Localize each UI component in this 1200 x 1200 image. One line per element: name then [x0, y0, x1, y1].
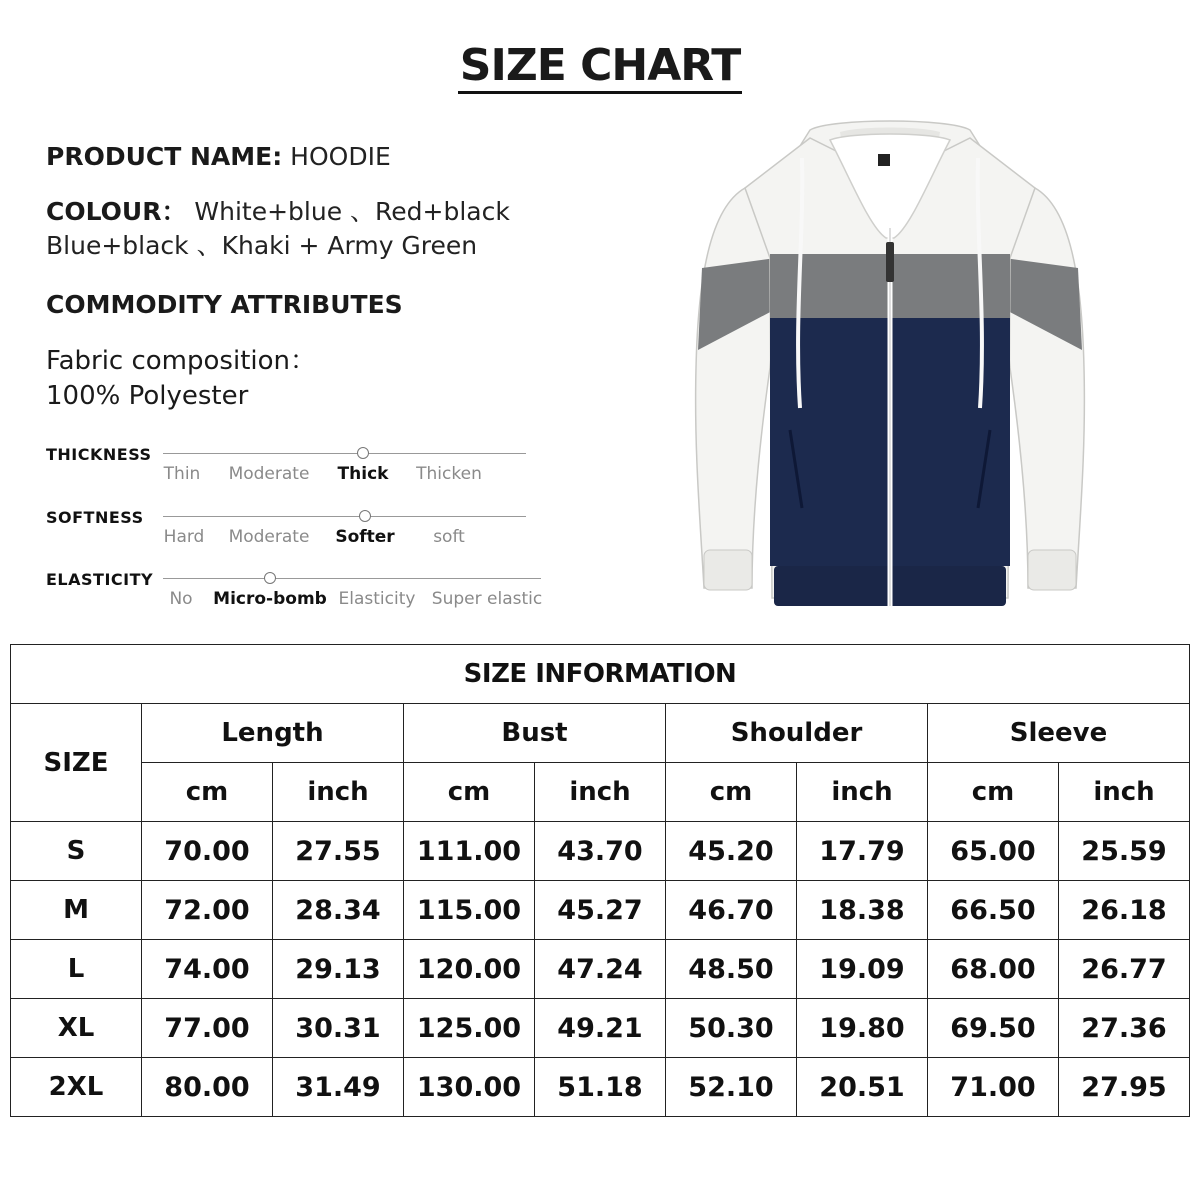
value-cell: 20.51: [797, 1058, 928, 1117]
attribute-scale-line: [163, 453, 526, 454]
attribute-scale-line: [163, 516, 526, 517]
group-header-length: Length: [142, 704, 404, 763]
value-cell: 47.24: [535, 940, 666, 999]
product-name-label: PRODUCT NAME:: [46, 142, 283, 171]
attribute-label-elasticity: ELASTICITY: [46, 570, 154, 589]
group-header-sleeve: Sleeve: [928, 704, 1190, 763]
size-cell: M: [11, 881, 142, 940]
attributes-heading: COMMODITY ATTRIBUTES: [46, 290, 403, 319]
value-cell: 28.34: [273, 881, 404, 940]
attribute-scale-marker: [357, 447, 369, 459]
value-cell: 26.77: [1059, 940, 1190, 999]
value-cell: 27.95: [1059, 1058, 1190, 1117]
value-cell: 43.70: [535, 822, 666, 881]
unit-header-inch: inch: [1059, 763, 1190, 822]
value-cell: 69.50: [928, 999, 1059, 1058]
page-title-text: SIZE CHART: [458, 43, 742, 94]
value-cell: 45.20: [666, 822, 797, 881]
attribute-option: Softer: [335, 527, 395, 547]
attribute-option: No: [169, 589, 193, 609]
unit-header-cm: cm: [404, 763, 535, 822]
value-cell: 46.70: [666, 881, 797, 940]
value-cell: 74.00: [142, 940, 273, 999]
value-cell: 115.00: [404, 881, 535, 940]
table-row: [11, 940, 1190, 999]
value-cell: 31.49: [273, 1058, 404, 1117]
unit-header-inch: inch: [273, 763, 404, 822]
value-cell: 66.50: [928, 881, 1059, 940]
fabric-value: 100% Polyester: [46, 381, 249, 411]
product-name-value: HOODIE: [290, 142, 391, 171]
fabric-label: Fabric composition：: [46, 346, 316, 376]
value-cell: 68.00: [928, 940, 1059, 999]
attribute-option: Moderate: [228, 527, 310, 547]
table-row: [11, 1058, 1190, 1117]
value-cell: 50.30: [666, 999, 797, 1058]
attribute-option: Moderate: [228, 464, 310, 484]
size-cell: XL: [11, 999, 142, 1058]
unit-header-cm: cm: [666, 763, 797, 822]
hoodie-image: [690, 118, 1090, 610]
value-cell: 70.00: [142, 822, 273, 881]
table-row: [11, 822, 1190, 881]
colour-value-1: White+blue 、Red+black: [194, 197, 510, 226]
value-cell: 49.21: [535, 999, 666, 1058]
value-cell: 45.27: [535, 881, 666, 940]
unit-header-inch: inch: [797, 763, 928, 822]
value-cell: 111.00: [404, 822, 535, 881]
page-title: [0, 40, 1200, 94]
unit-header-cm: cm: [928, 763, 1059, 822]
value-cell: 29.13: [273, 940, 404, 999]
attribute-option: soft: [433, 527, 465, 547]
value-cell: 30.31: [273, 999, 404, 1058]
value-cell: 130.00: [404, 1058, 535, 1117]
value-cell: 72.00: [142, 881, 273, 940]
group-header-shoulder: Shoulder: [666, 704, 928, 763]
value-cell: 19.80: [797, 999, 928, 1058]
value-cell: 19.09: [797, 940, 928, 999]
attribute-option: Super elastic: [431, 589, 543, 609]
size-table-body: [11, 822, 1190, 1117]
value-cell: 71.00: [928, 1058, 1059, 1117]
value-cell: 25.59: [1059, 822, 1190, 881]
value-cell: 52.10: [666, 1058, 797, 1117]
value-cell: 65.00: [928, 822, 1059, 881]
value-cell: 27.36: [1059, 999, 1190, 1058]
attribute-option: Thicken: [416, 464, 482, 484]
size-table: [10, 644, 1190, 1117]
unit-header-inch: inch: [535, 763, 666, 822]
colour-line-1: [46, 192, 510, 228]
attribute-option: Elasticity: [338, 589, 416, 609]
size-cell: 2XL: [11, 1058, 142, 1117]
attribute-option: Hard: [163, 527, 205, 547]
attribute-option: Thick: [337, 464, 389, 484]
attribute-label-softness: SOFTNESS: [46, 508, 144, 527]
value-cell: 77.00: [142, 999, 273, 1058]
unit-header-cm: cm: [142, 763, 273, 822]
attribute-label-thickness: THICKNESS: [46, 445, 152, 464]
attribute-scale-marker: [264, 572, 276, 584]
size-cell: S: [11, 822, 142, 881]
product-name-line: [46, 142, 391, 171]
value-cell: 26.18: [1059, 881, 1190, 940]
attribute-scale-line: [163, 578, 541, 579]
value-cell: 17.79: [797, 822, 928, 881]
attribute-scale-marker: [359, 510, 371, 522]
table-row: [11, 999, 1190, 1058]
size-cell: L: [11, 940, 142, 999]
group-header-bust: Bust: [404, 704, 666, 763]
value-cell: 18.38: [797, 881, 928, 940]
size-table-title: SIZE INFORMATION: [11, 645, 1190, 704]
colour-label: COLOUR：: [46, 197, 187, 226]
value-cell: 125.00: [404, 999, 535, 1058]
value-cell: 51.18: [535, 1058, 666, 1117]
unit-header-row: [11, 763, 1190, 822]
table-row: [11, 881, 1190, 940]
colour-value-2: Blue+black 、Khaki + Army Green: [46, 231, 478, 260]
value-cell: 27.55: [273, 822, 404, 881]
value-cell: 48.50: [666, 940, 797, 999]
value-cell: 120.00: [404, 940, 535, 999]
value-cell: 80.00: [142, 1058, 273, 1117]
colour-line-2: [46, 226, 477, 262]
attribute-option: Thin: [163, 464, 201, 484]
attribute-option: Micro-bomb: [213, 589, 327, 609]
size-column-header: SIZE: [11, 704, 142, 822]
